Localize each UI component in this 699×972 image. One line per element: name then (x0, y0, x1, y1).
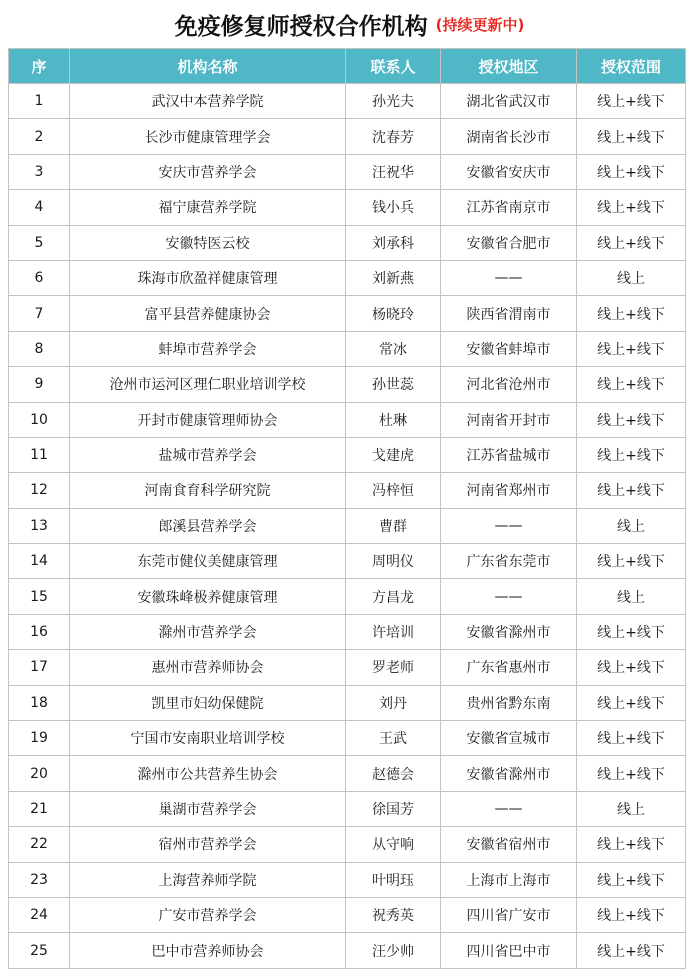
cell-scope: 线上+线下 (577, 614, 686, 649)
cell-contact: 杨晓玲 (346, 296, 441, 331)
cell-scope: 线上+线下 (577, 402, 686, 437)
cell-index: 21 (9, 791, 70, 826)
cell-scope: 线上 (577, 260, 686, 295)
cell-index: 10 (9, 402, 70, 437)
cell-scope: 线上+线下 (577, 225, 686, 260)
cell-scope: 线上 (577, 508, 686, 543)
cell-contact: 祝秀英 (346, 897, 441, 932)
table-row (9, 827, 686, 862)
cell-index: 23 (9, 862, 70, 897)
cell-contact: 刘承科 (346, 225, 441, 260)
cell-institution: 宿州市营养学会 (70, 827, 346, 862)
cell-contact: 周明仪 (346, 544, 441, 579)
cell-index: 4 (9, 190, 70, 225)
cell-region: 河北省沧州市 (441, 367, 577, 402)
cell-contact: 孙世蕊 (346, 367, 441, 402)
cell-index: 15 (9, 579, 70, 614)
cell-index: 14 (9, 544, 70, 579)
cell-region: 四川省巴中市 (441, 933, 577, 968)
cell-contact: 汪少帅 (346, 933, 441, 968)
cell-contact: 戈建虎 (346, 437, 441, 472)
table-row (9, 225, 686, 260)
cell-region: 安徽省宣城市 (441, 721, 577, 756)
cell-index: 25 (9, 933, 70, 968)
cell-institution: 开封市健康管理师协会 (70, 402, 346, 437)
table-row (9, 579, 686, 614)
cell-index: 8 (9, 331, 70, 366)
cell-institution: 广安市营养学会 (70, 897, 346, 932)
cell-institution: 安庆市营养学会 (70, 154, 346, 189)
cell-institution: 巢湖市营养学会 (70, 791, 346, 826)
cell-contact: 曹群 (346, 508, 441, 543)
table-row (9, 260, 686, 295)
cell-contact: 刘丹 (346, 685, 441, 720)
cell-region: —— (441, 791, 577, 826)
cell-scope: 线上 (577, 791, 686, 826)
cell-region: 安徽省合肥市 (441, 225, 577, 260)
cell-contact: 王武 (346, 721, 441, 756)
table-row (9, 791, 686, 826)
cell-index: 12 (9, 473, 70, 508)
cell-contact: 钱小兵 (346, 190, 441, 225)
table-row (9, 544, 686, 579)
cell-index: 13 (9, 508, 70, 543)
cell-institution: 武汉中本营养学院 (70, 84, 346, 119)
cell-scope: 线上+线下 (577, 190, 686, 225)
table-row (9, 437, 686, 472)
cell-scope: 线上+线下 (577, 367, 686, 402)
cell-institution: 长沙市健康管理学会 (70, 119, 346, 154)
cell-institution: 蚌埠市营养学会 (70, 331, 346, 366)
cell-contact: 罗老师 (346, 650, 441, 685)
cell-contact: 从守响 (346, 827, 441, 862)
cell-scope: 线上+线下 (577, 84, 686, 119)
header-contact: 联系人 (346, 49, 441, 84)
cell-region: 安徽省滁州市 (441, 614, 577, 649)
table-row (9, 756, 686, 791)
table-row (9, 402, 686, 437)
cell-region: —— (441, 579, 577, 614)
cell-contact: 冯梓恒 (346, 473, 441, 508)
cell-scope: 线上+线下 (577, 756, 686, 791)
cell-scope: 线上+线下 (577, 154, 686, 189)
cell-region: 江苏省南京市 (441, 190, 577, 225)
cell-region: 安徽省滁州市 (441, 756, 577, 791)
cell-index: 17 (9, 650, 70, 685)
cell-institution: 珠海市欣盈祥健康管理 (70, 260, 346, 295)
cell-scope: 线上+线下 (577, 296, 686, 331)
cell-institution: 滁州市公共营养生协会 (70, 756, 346, 791)
cell-scope: 线上+线下 (577, 933, 686, 968)
table-row (9, 367, 686, 402)
cell-index: 6 (9, 260, 70, 295)
cell-scope: 线上+线下 (577, 331, 686, 366)
cell-region: 四川省广安市 (441, 897, 577, 932)
table-row (9, 119, 686, 154)
cell-institution: 巴中市营养师协会 (70, 933, 346, 968)
table-row (9, 190, 686, 225)
cell-scope: 线上 (577, 579, 686, 614)
table-row (9, 721, 686, 756)
cell-index: 20 (9, 756, 70, 791)
cell-index: 11 (9, 437, 70, 472)
cell-index: 3 (9, 154, 70, 189)
cell-scope: 线上+线下 (577, 685, 686, 720)
cell-contact: 徐国芳 (346, 791, 441, 826)
cell-region: 陕西省渭南市 (441, 296, 577, 331)
cell-contact: 常冰 (346, 331, 441, 366)
cell-scope: 线上+线下 (577, 721, 686, 756)
table-row (9, 650, 686, 685)
cell-index: 16 (9, 614, 70, 649)
table-row (9, 508, 686, 543)
page-subtitle: (持续更新中) (435, 15, 525, 34)
table-row (9, 897, 686, 932)
table-row (9, 862, 686, 897)
table-row (9, 296, 686, 331)
title-bar (0, 0, 699, 48)
cell-index: 2 (9, 119, 70, 154)
cell-region: 安徽省安庆市 (441, 154, 577, 189)
cell-contact: 刘新燕 (346, 260, 441, 295)
page-title: 免疫修复师授权合作机构 (174, 13, 428, 40)
cell-institution: 安徽特医云校 (70, 225, 346, 260)
cell-institution: 安徽珠峰极养健康管理 (70, 579, 346, 614)
cell-index: 9 (9, 367, 70, 402)
header-scope: 授权范围 (577, 49, 686, 84)
cell-contact: 方昌龙 (346, 579, 441, 614)
cell-contact: 叶明珏 (346, 862, 441, 897)
cell-index: 24 (9, 897, 70, 932)
table-row (9, 933, 686, 968)
cell-institution: 富平县营养健康协会 (70, 296, 346, 331)
cell-scope: 线上+线下 (577, 650, 686, 685)
table-row (9, 331, 686, 366)
cell-scope: 线上+线下 (577, 437, 686, 472)
cell-scope: 线上+线下 (577, 119, 686, 154)
table-row (9, 154, 686, 189)
cell-institution: 福宁康营养学院 (70, 190, 346, 225)
cell-scope: 线上+线下 (577, 544, 686, 579)
cell-region: 广东省惠州市 (441, 650, 577, 685)
cell-region: —— (441, 260, 577, 295)
cell-index: 5 (9, 225, 70, 260)
cell-contact: 杜琳 (346, 402, 441, 437)
cell-index: 22 (9, 827, 70, 862)
header-institution: 机构名称 (70, 49, 346, 84)
table-row (9, 473, 686, 508)
cell-scope: 线上+线下 (577, 473, 686, 508)
cell-region: 河南省郑州市 (441, 473, 577, 508)
cell-region: 安徽省宿州市 (441, 827, 577, 862)
cell-institution: 凯里市妇幼保健院 (70, 685, 346, 720)
cell-region: 安徽省蚌埠市 (441, 331, 577, 366)
cell-contact: 汪祝华 (346, 154, 441, 189)
cell-index: 18 (9, 685, 70, 720)
cell-institution: 沧州市运河区理仁职业培训学校 (70, 367, 346, 402)
cell-institution: 东莞市健仪美健康管理 (70, 544, 346, 579)
cell-index: 1 (9, 84, 70, 119)
cell-institution: 上海营养师学院 (70, 862, 346, 897)
table-row (9, 685, 686, 720)
header-region: 授权地区 (441, 49, 577, 84)
cell-region: 贵州省黔东南 (441, 685, 577, 720)
table-row (9, 84, 686, 119)
cell-region: 广东省东莞市 (441, 544, 577, 579)
cell-institution: 盐城市营养学会 (70, 437, 346, 472)
cell-contact: 沈春芳 (346, 119, 441, 154)
cell-institution: 郎溪县营养学会 (70, 508, 346, 543)
table-body (9, 84, 686, 969)
cell-index: 19 (9, 721, 70, 756)
cell-scope: 线上+线下 (577, 827, 686, 862)
cell-institution: 滁州市营养学会 (70, 614, 346, 649)
cell-institution: 惠州市营养师协会 (70, 650, 346, 685)
table-row (9, 614, 686, 649)
cell-contact: 孙光夫 (346, 84, 441, 119)
cell-contact: 许培训 (346, 614, 441, 649)
cell-contact: 赵德会 (346, 756, 441, 791)
institutions-table (8, 48, 686, 969)
cell-index: 7 (9, 296, 70, 331)
cell-region: —— (441, 508, 577, 543)
cell-region: 江苏省盐城市 (441, 437, 577, 472)
header-index: 序 (9, 49, 70, 84)
cell-region: 河南省开封市 (441, 402, 577, 437)
cell-region: 湖南省长沙市 (441, 119, 577, 154)
cell-scope: 线上+线下 (577, 862, 686, 897)
cell-region: 上海市上海市 (441, 862, 577, 897)
cell-institution: 河南食育科学研究院 (70, 473, 346, 508)
cell-institution: 宁国市安南职业培训学校 (70, 721, 346, 756)
table-header-row (9, 49, 686, 84)
cell-scope: 线上+线下 (577, 897, 686, 932)
cell-region: 湖北省武汉市 (441, 84, 577, 119)
